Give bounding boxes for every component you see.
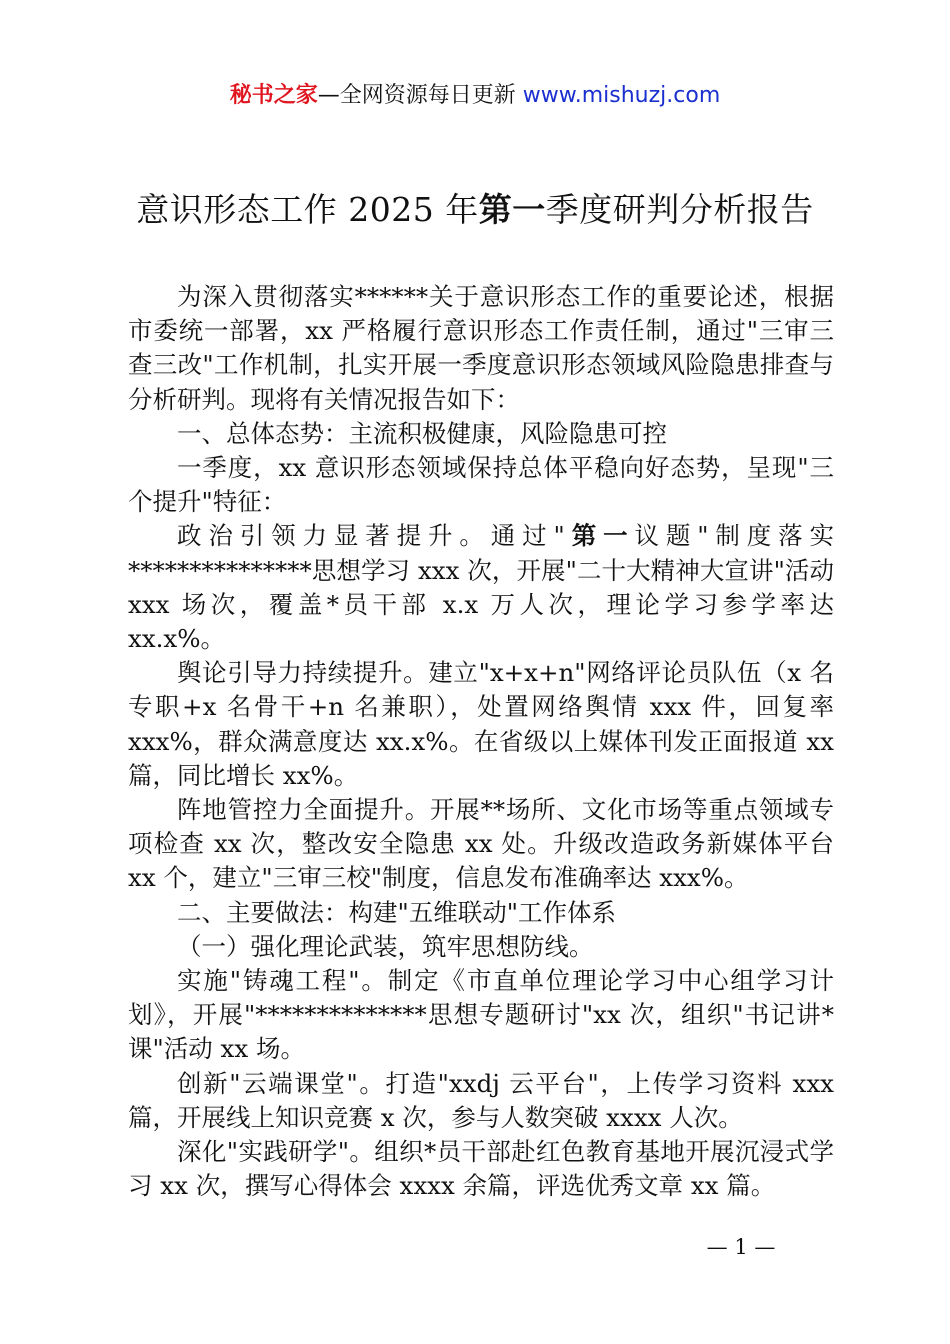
title-part2: 季度研判分析报告 xyxy=(545,190,814,229)
page-number: — 1 — xyxy=(706,1235,776,1259)
section-heading-1: 一、总体态势：主流积极健康，风险隐患可控 xyxy=(177,418,667,448)
paragraph-practice-study: 深化"实践研学"。组织*员干部赴红色教育基地开展沉浸式学习 xx 次，撰写心得体会 xxxx 余篇，评选优秀文章 xx 篇。 xyxy=(128,1137,834,1201)
title-part1: 意识形态工作 2025 年 xyxy=(136,190,479,229)
document-title xyxy=(0,186,950,234)
paragraph-overview: 一季度，xx 意识形态领域保持总体平稳向好态势，呈现"三个提升"特征： xyxy=(128,453,834,517)
document-body xyxy=(128,280,834,1203)
site-tagline: —全网资源每日更新 xyxy=(317,83,516,108)
section-heading-2: 二、主要做法：构建"五维联动"工作体系 xyxy=(177,897,617,927)
title-bold: 第一 xyxy=(478,190,546,229)
paragraph-position-control: 阵地管控力全面提升。开展**场所、文化市场等重点领域专项检查 xx 次，整改安全隐患 xx 处。升级改造政务新媒体平台 xx 个，建立"三审三校"制度，信息发布准确率达 xxx%。 xyxy=(128,795,834,893)
site-header xyxy=(0,80,950,112)
site-brand: 秘书之家 xyxy=(229,83,318,108)
p4-part1: 政治引领力显著提升。通过" xyxy=(177,521,565,551)
paragraph-cloud-classroom: 创新"云端课堂"。打造"xxdj 云平台"，上传学习资料 xxx 篇，开展线上知识竞赛 x 次，参与人数突破 xxxx 人次。 xyxy=(128,1068,834,1132)
subsection-heading-1: （一）强化理论武装，筑牢思想防线。 xyxy=(177,931,594,961)
site-url-link[interactable]: www.mishuzj.com xyxy=(522,83,721,108)
paragraph-political-leadership xyxy=(128,519,834,656)
paragraph-public-opinion: 舆论引导力持续提升。建立"x+x+n"网络评论员队伍（x 名专职+x 名骨干+n 名兼职），处置网络舆情 xxx 件，回复率 xxx%，群众满意度达 xx.x%。在省级以上媒体刊发正面报道 xx 篇，同比增长 xx%。 xyxy=(128,658,834,790)
p4-part2: 议题"制度落实***************思想学习 xxx 次，开展"二十大精神大宣讲"活动 xxx 场次，覆盖*员干部 x.x 万人次，理论学习参学率达 xx.x%。 xyxy=(128,521,834,654)
paragraph-soul-project: 实施"铸魂工程"。制定《市直单位理论学习中心组学习计划》，开展"**************思想专题研讨"xx 次，组织"书记讲*课"活动 xx 场。 xyxy=(128,966,834,1064)
p4-bold: 第一 xyxy=(564,521,635,551)
paragraph-intro: 为深入贯彻落实******关于意识形态工作的重要论述，根据市委统一部署，xx 严格履行意识形态工作责任制，通过"三审三查三改"工作机制，扎实开展一季度意识形态领域风险隐患排查与分析研判。现将有关情况报告如下： xyxy=(128,282,834,414)
